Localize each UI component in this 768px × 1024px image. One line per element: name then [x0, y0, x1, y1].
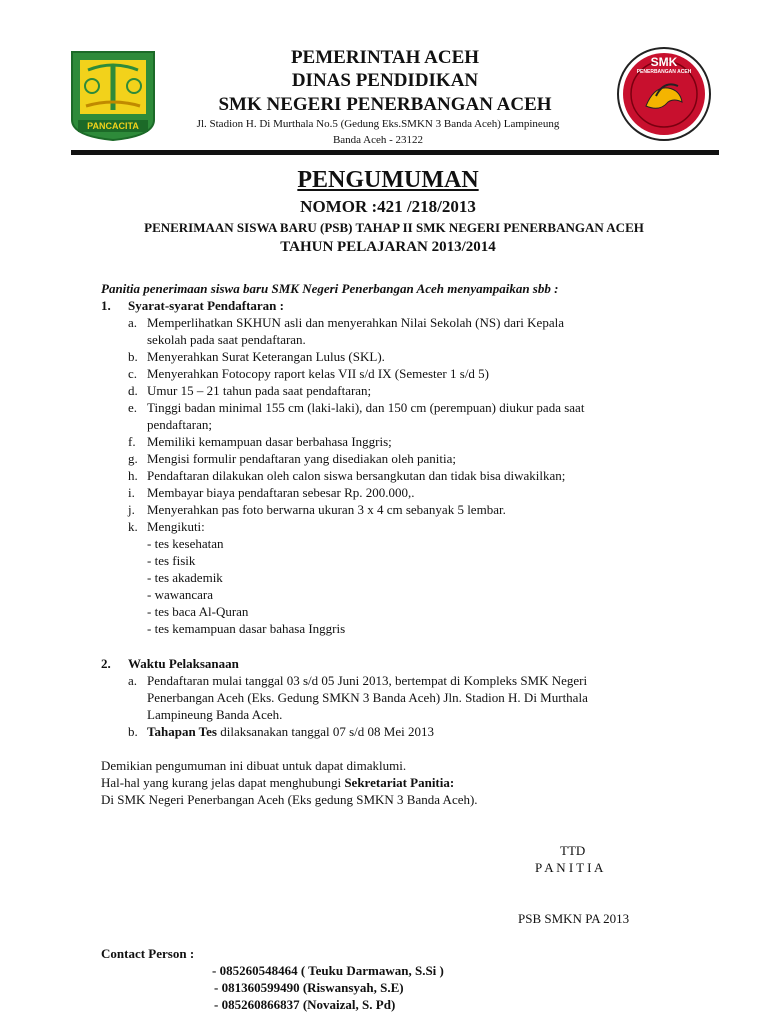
item-h-marker: h. — [128, 468, 138, 483]
item-i-line1: Membayar biaya pendaftaran sebesar Rp. 200.000,. — [147, 485, 415, 500]
item-i-marker: i. — [128, 485, 135, 500]
closing-line1: Demikian pengumuman ini dibuat untuk dapat dimaklumi. — [101, 758, 407, 773]
letterhead-address2: Banda Aceh - 23122 — [332, 134, 424, 146]
item-c-marker: c. — [128, 366, 138, 381]
contact-line: - 085260866837 (Novaizal, S. Pd) — [214, 997, 396, 1012]
item-g-marker: g. — [128, 451, 138, 466]
letterhead-address1: Jl. Stadion H. Di Murthala No.5 (Gedung Eks.SMKN 3 Banda Aceh) Lampineung — [196, 118, 560, 130]
aceh-emblem-logo — [68, 48, 158, 142]
left-logo-caption: PANCACITA — [87, 121, 139, 131]
letterhead-line1: PEMERINTAH ACEH — [290, 47, 480, 68]
item-e-line1: Tinggi badan minimal 155 cm (laki-laki), dan 150 cm (perempuan) diukur pada saat — [147, 400, 585, 415]
section1-title: Syarat-syarat Pendaftaran : — [128, 298, 284, 313]
signature-ttd: TTD — [560, 843, 586, 858]
s2-item-a-line1: Pendaftaran mulai tanggal 03 s/d 05 Juni 2013, bertempat di Kompleks SMK Negeri — [147, 673, 588, 688]
s2-item-b-text — [147, 723, 434, 740]
item-a-marker: a. — [128, 315, 138, 330]
right-logo-title: SMK — [650, 55, 678, 69]
item-d-marker: d. — [128, 383, 138, 398]
item-e-marker: e. — [128, 400, 138, 415]
signature-panitia: P A N I T I A — [535, 860, 604, 875]
item-j-line1: Menyerahkan pas foto berwarna ukuran 3 x 4 cm sebanyak 5 lembar. — [147, 502, 506, 517]
item-f-line1: Memiliki kemampuan dasar berbahasa Inggris; — [147, 434, 392, 449]
signature-psb: PSB SMKN PA 2013 — [518, 911, 630, 926]
item-d-line1: Umur 15 – 21 tahun pada saat pendaftaran; — [147, 383, 372, 398]
item-a-line1: Memperlihatkan SKHUN asli dan menyerahkan Nilai Sekolah (NS) dari Kepala — [147, 315, 564, 330]
s2-item-a-marker: a. — [128, 673, 138, 688]
item-e-line2: pendaftaran; — [147, 417, 212, 432]
intro-text: Panitia penerimaan siswa baru SMK Negeri Penerbangan Aceh menyampaikan sbb : — [101, 281, 559, 296]
announcement-heading: PENGUMUMAN — [297, 167, 479, 193]
closing-line2-bold: Sekretariat Panitia: — [344, 775, 455, 790]
s2-item-a-line3: Lampineung Banda Aceh. — [147, 707, 283, 722]
item-h-line1: Pendaftaran dilakukan oleh calon siswa bersangkutan dan tidak bisa diwakilkan; — [147, 468, 566, 483]
test-item: - tes baca Al-Quran — [147, 604, 249, 619]
announcement-subtitle2: TAHUN PELAJARAN 2013/2014 — [280, 239, 496, 255]
s2-item-a-line2: Penerbangan Aceh (Eks. Gedung SMKN 3 Banda Aceh) Jln. Stadion H. Di Murthala — [147, 690, 588, 705]
contact-label: Contact Person : — [101, 946, 195, 961]
letterhead-line3: SMK NEGERI PENERBANGAN ACEH — [218, 94, 552, 115]
test-item: - tes kemampuan dasar bahasa Inggris — [147, 621, 346, 636]
item-f-marker: f. — [128, 434, 136, 449]
contact-line: - 085260548464 ( Teuku Darmawan, S.Si ) — [212, 963, 444, 978]
test-item: - wawancara — [147, 587, 214, 602]
s2-item-b-rest: dilaksanakan tanggal 07 s/d 08 Mei 2013 — [217, 724, 434, 739]
test-item: - tes fisik — [147, 553, 196, 568]
contact-line: - 081360599490 (Riswansyah, S.E) — [214, 980, 404, 995]
s2-item-b-bold: Tahapan Tes — [147, 724, 217, 739]
announcement-number: NOMOR :421 /218/2013 — [300, 197, 476, 216]
item-g-line1: Mengisi formulir pendaftaran yang disediakan oleh panitia; — [147, 451, 457, 466]
item-k-marker: k. — [128, 519, 138, 534]
item-c-line1: Menyerahkan Fotocopy raport kelas VII s/d IX (Semester 1 s/d 5) — [147, 366, 490, 381]
item-k-line1: Mengikuti: — [147, 519, 205, 534]
item-b-marker: b. — [128, 349, 138, 364]
section1-number: 1. — [101, 298, 111, 313]
section2-title: Waktu Pelaksanaan — [128, 656, 239, 671]
closing-line2-plain: Hal-hal yang kurang jelas dapat menghubungi — [101, 775, 345, 790]
item-j-marker: j. — [128, 502, 135, 517]
item-b-line1: Menyerahkan Surat Keterangan Lulus (SKL). — [147, 349, 385, 364]
announcement-subtitle1: PENERIMAAN SISWA BARU (PSB) TAHAP II SMK NEGERI PENERBANGAN ACEH — [144, 220, 644, 235]
test-item: - tes akademik — [147, 570, 223, 585]
test-item: - tes kesehatan — [147, 536, 224, 551]
letterhead-divider — [71, 150, 719, 155]
letterhead-line2: DINAS PENDIDIKAN — [291, 70, 479, 91]
section2-number: 2. — [101, 656, 111, 671]
right-logo-subtitle: PENERBANGAN ACEH — [636, 69, 692, 75]
s2-item-b-marker: b. — [128, 724, 138, 739]
item-a-line2: sekolah pada saat pendaftaran. — [147, 332, 306, 347]
closing-line2 — [101, 774, 454, 791]
smk-badge-logo — [616, 46, 712, 142]
closing-line3: Di SMK Negeri Penerbangan Aceh (Eks gedung SMKN 3 Banda Aceh). — [101, 792, 478, 807]
